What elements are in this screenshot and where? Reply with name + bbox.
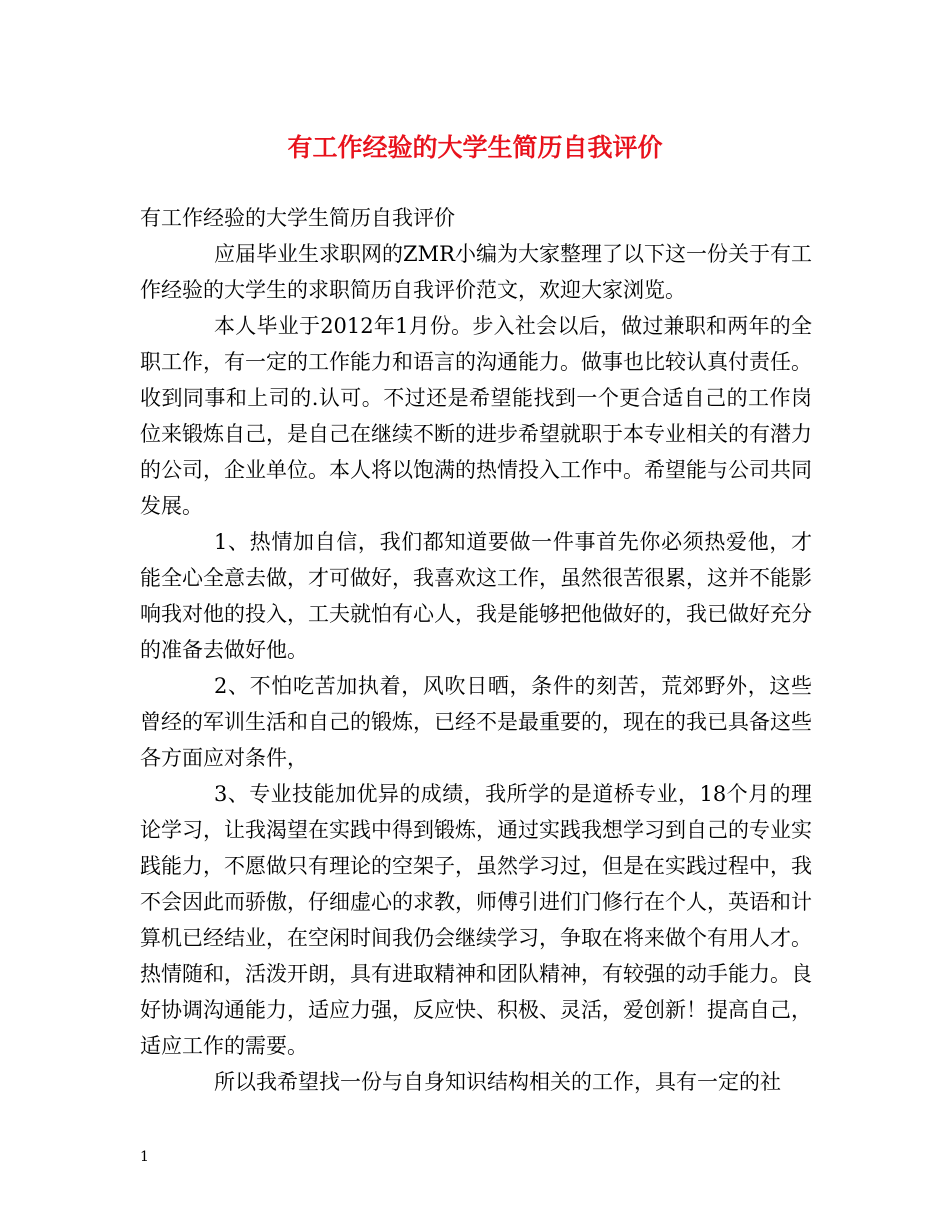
closing-paragraph: 所以我希望找一份与自身知识结构相关的工作，具有一定的社 <box>214 1070 781 1094</box>
document-body <box>140 200 812 1100</box>
document-title: 有工作经验的大学生简历自我评价 <box>287 133 663 162</box>
point-3-paragraph: 3、专业技能加优异的成绩，我所学的是道桥专业，18个月的理论学习，让我渴望在实践中得到锻炼，通过实践我想学习到自己的专业实践能力，不愿做只有理论的空架子，虽然学习过，但是在实践过程中，我不会因此而骄傲，仔细虚心的求教，师傅引进们门修行在个人，英语和计算机已经结业，在空闲时间我仍会继续学习，争取在将来做个有用人才。热情随和，活泼开朗，具有进取精神和团队精神，有较强的动手能力。良好协调沟通能力，适应力强，反应快、积极、灵活，爱创新！提高自己，适应工作的需要。 <box>140 782 812 1058</box>
page-number: 1 <box>140 1149 149 1165</box>
intro-paragraph: 应届毕业生求职网的ZMR小编为大家整理了以下这一份关于有工作经验的大学生的求职简历自我评价范文，欢迎大家浏览。 <box>140 242 812 302</box>
body-heading: 有工作经验的大学生简历自我评价 <box>140 206 455 230</box>
point-1-paragraph: 1、热情加自信，我们都知道要做一件事首先你必须热爱他，才能全心全意去做，才可做好，我喜欢这工作，虽然很苦很累，这并不能影响我对他的投入，工夫就怕有心人，我是能够把他做好的，我已做好充分的准备去做好他。 <box>140 530 812 662</box>
point-2-paragraph: 2、不怕吃苦加执着，风吹日晒，条件的刻苦，荒郊野外，这些曾经的军训生活和自己的锻炼，已经不是最重要的，现在的我已具备这些各方面应对条件， <box>140 674 812 770</box>
background-paragraph: 本人毕业于2012年1月份。步入社会以后，做过兼职和两年的全职工作，有一定的工作能力和语言的沟通能力。做事也比较认真付责任。收到同事和上司的.认可。不过还是希望能找到一个更合适自己的工作岗位来锻炼自己，是自己在继续不断的进步希望就职于本专业相关的有潜力的公司，企业单位。本人将以饱满的热情投入工作中。希望能与公司共同发展。 <box>140 314 812 518</box>
